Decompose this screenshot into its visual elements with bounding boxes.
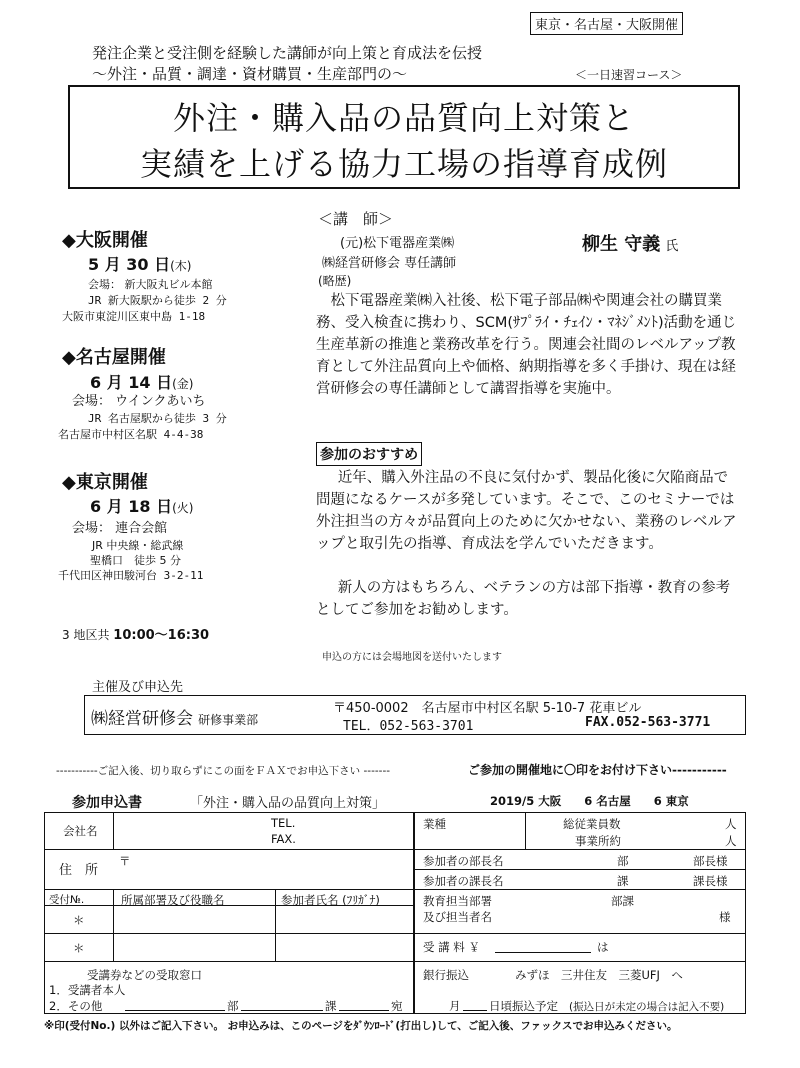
employees-label: 総従業員数 (563, 817, 621, 831)
form-title: 参加申込書 (72, 795, 142, 811)
sponsor-address: 〒450-0002 名古屋市中村区名駅 5-10-7 花車ビル (333, 701, 642, 716)
time-value: 10:00〜16:30 (113, 628, 210, 643)
venue-access-2: 聖橋口 徒歩 5 分 (90, 554, 181, 567)
venue-hall: 会場： ウインクあいち (72, 394, 206, 409)
venue-access: JR 新大阪駅から徒歩 2 分 (88, 294, 227, 307)
employees-unit: 人 (725, 817, 737, 831)
edu-unit: 部課 (611, 894, 634, 908)
fee-unit: は (597, 940, 609, 954)
recommendation-para-1: 近年、購入外注品の不良に気付かず、製品化後に欠陥商品で問題になるケースが多発しています。そこで、このセミナーでは外注担当の方々が品質向上のために欠かせない、業務のレベルアップと取引先の指導、育成法を学んでいただきます。 (316, 470, 737, 552)
time-label: 3 地区共 (62, 628, 110, 642)
lecturer-honorific: 氏 (665, 239, 679, 254)
edu-honor: 様 (719, 910, 731, 924)
venue-address: 千代田区神田駿河台 3-2-11 (58, 569, 204, 582)
sponsor-fax: FAX.052-563-3771 (585, 715, 711, 730)
section-unit: 課 (617, 874, 629, 888)
ticket-option-1[interactable]: 1．受講者本人 (49, 983, 126, 997)
cut-note: -----------ご記入後、切り取らずにこの面をＦＡＸでお申込下さい ------- (56, 765, 391, 777)
venue-hall: 会場： 新大阪丸ビル本館 (88, 278, 213, 291)
sponsor-label: 主催及び申込先 (92, 680, 184, 695)
venue-heading: ◆名古屋開催 (62, 347, 166, 368)
venue-heading: ◆大阪開催 (62, 230, 148, 251)
offices-label: 事業所約 (575, 834, 621, 848)
ticket-option-2-dept: 部 (227, 999, 239, 1013)
transfer-date: 日頃振込予定 (489, 999, 558, 1013)
ticket-label: 受講券などの受取窓口 (87, 968, 202, 982)
venue-access: JR 名古屋駅から徒歩 3 分 (88, 412, 227, 425)
tagline: 発注企業と受注側を経験した講師が向上策と育成法を伝授 (92, 44, 483, 62)
venue-circle-note: ご参加の開催地に〇印をお付け下さい----------- (468, 763, 727, 777)
sponsor-tel: TEL．052-563-3701 (343, 719, 474, 734)
bank-label: 銀行振込 (423, 968, 469, 982)
map-note: 申込の方には会場地図を送付いたします (322, 652, 502, 663)
lecturer-bio: 松下電器産業㈱入社後、松下電子部品㈱や関連会社の購買業務、受入検査に携わり、SCM(ｻﾌﾟﾗｲ・ﾁｪｲﾝ・ﾏﾈｼﾞﾒﾝﾄ)活動を通じ生産革新の推進と業務改革を行う。関連会社間のレベルアップ教育として外注品質向上や価格、納期指導を多く手掛け、現在は経営研修会の専任講師として講習指導を実施中。 (316, 293, 737, 397)
sponsor-box (84, 695, 746, 735)
venue-date: 6 月 18 日 (90, 497, 173, 516)
transfer-note: (振込日が未定の場合は記入不要) (569, 1001, 725, 1013)
edu-label-2: 及び担当者名 (423, 910, 492, 924)
subtitle: 〜外注・品質・調達・資材購買・生産部門の〜 (92, 65, 408, 83)
venue-hall: 会場： 連合会館 (72, 521, 168, 536)
title-box (68, 85, 740, 189)
ticket-option-2[interactable]: 2．その他 (49, 999, 103, 1013)
application-form (44, 812, 746, 1014)
bank-options[interactable]: みずほ 三井住友 三菱UFJ へ (515, 968, 683, 982)
title-line-1: 外注・購入品の品質向上対策と (172, 99, 635, 137)
locations-badge: 東京・名古屋・大阪開催 (530, 12, 683, 35)
venue-weekday: (火) (172, 501, 194, 515)
section-suffix: 課長様 (693, 874, 728, 888)
sponsor-dept: 研修事業部 (198, 713, 259, 727)
bio-label: (略歴) (318, 274, 352, 288)
session-options[interactable]: 2019/5 大阪 6 名古屋 6 東京 (490, 794, 689, 808)
company-tel[interactable]: TEL. (271, 816, 296, 830)
recommendation-label: 参加のおすすめ (316, 442, 422, 466)
sponsor-org: ㈱経営研修会 (91, 709, 193, 729)
offices-unit: 人 (725, 834, 737, 848)
venue-access: JR 中央線・総武線 (92, 539, 184, 552)
company-label: 会社名 (63, 824, 98, 838)
receipt-star-1: ＊ (73, 913, 85, 927)
venue-date: 5 月 30 日 (88, 255, 171, 274)
manager-suffix: 部長様 (693, 854, 728, 868)
postal-mark[interactable]: 〒 (119, 854, 131, 868)
transfer-month: 月 (449, 999, 461, 1013)
lecturer-heading: ＜講 師＞ (318, 210, 394, 228)
industry-label: 業種 (423, 817, 446, 831)
lecturer-current: ㈱経営研修会 専任講師 (322, 256, 457, 271)
venue-date-line (90, 494, 194, 517)
lecturer-name: 柳生 守義 (582, 234, 661, 255)
venue-heading: ◆東京開催 (62, 472, 148, 493)
lecturer-name-line (582, 230, 678, 256)
receipt-star-2: ＊ (73, 941, 85, 955)
venue-weekday: (木) (170, 259, 192, 273)
venue-address: 大阪市東淀川区東中島 1-18 (62, 310, 206, 323)
course-type: ＜一日速習コース＞ (575, 68, 683, 82)
form-seminar: 「外注・購入品の品質向上対策」 (190, 796, 386, 811)
venue-date-line (88, 252, 192, 275)
dept-title-header: 所属部署及び役職名 (121, 893, 225, 907)
receipt-no-label: 受付№. (49, 894, 85, 906)
section-label: 参加者の課長名 (423, 874, 504, 888)
fee-label: 受 講 料 ￥ (423, 940, 480, 954)
company-fax[interactable]: FAX. (271, 832, 296, 846)
time-line (62, 624, 209, 643)
title-line-2: 実績を上げる協力工場の指導育成例 (139, 145, 668, 183)
edu-label-1: 教育担当部署 (423, 894, 492, 908)
ticket-option-2-section: 課 (325, 999, 337, 1013)
manager-dept-unit: 部 (617, 854, 629, 868)
participant-name-header: 参加者氏名 (ﾌﾘｶﾞﾅ) (281, 893, 380, 907)
venue-weekday: (金) (172, 377, 194, 391)
venue-address: 名古屋市中村区名駅 4-4-38 (58, 428, 204, 441)
recommendation-para-2: 新人の方はもちろん、ベテランの方は部下指導・教育の参考としてご参加をお勧めします。 (316, 580, 731, 618)
venue-date: 6 月 14 日 (90, 373, 173, 392)
ticket-option-2-to: 宛 (391, 999, 403, 1013)
sponsor-org-line (91, 704, 258, 729)
lecturer-former: (元)松下電器産業㈱ (340, 236, 455, 251)
footer-note: ※印(受付No.) 以外はご記入下さい。 お申込みは、このページをﾀﾞｳﾝﾛｰﾄﾞ(打出し)して、ご記入後、ファックスでお申込みください。 (44, 1020, 678, 1032)
manager-label: 参加者の部長名 (423, 854, 504, 868)
address-label: 住 所 (59, 863, 99, 878)
